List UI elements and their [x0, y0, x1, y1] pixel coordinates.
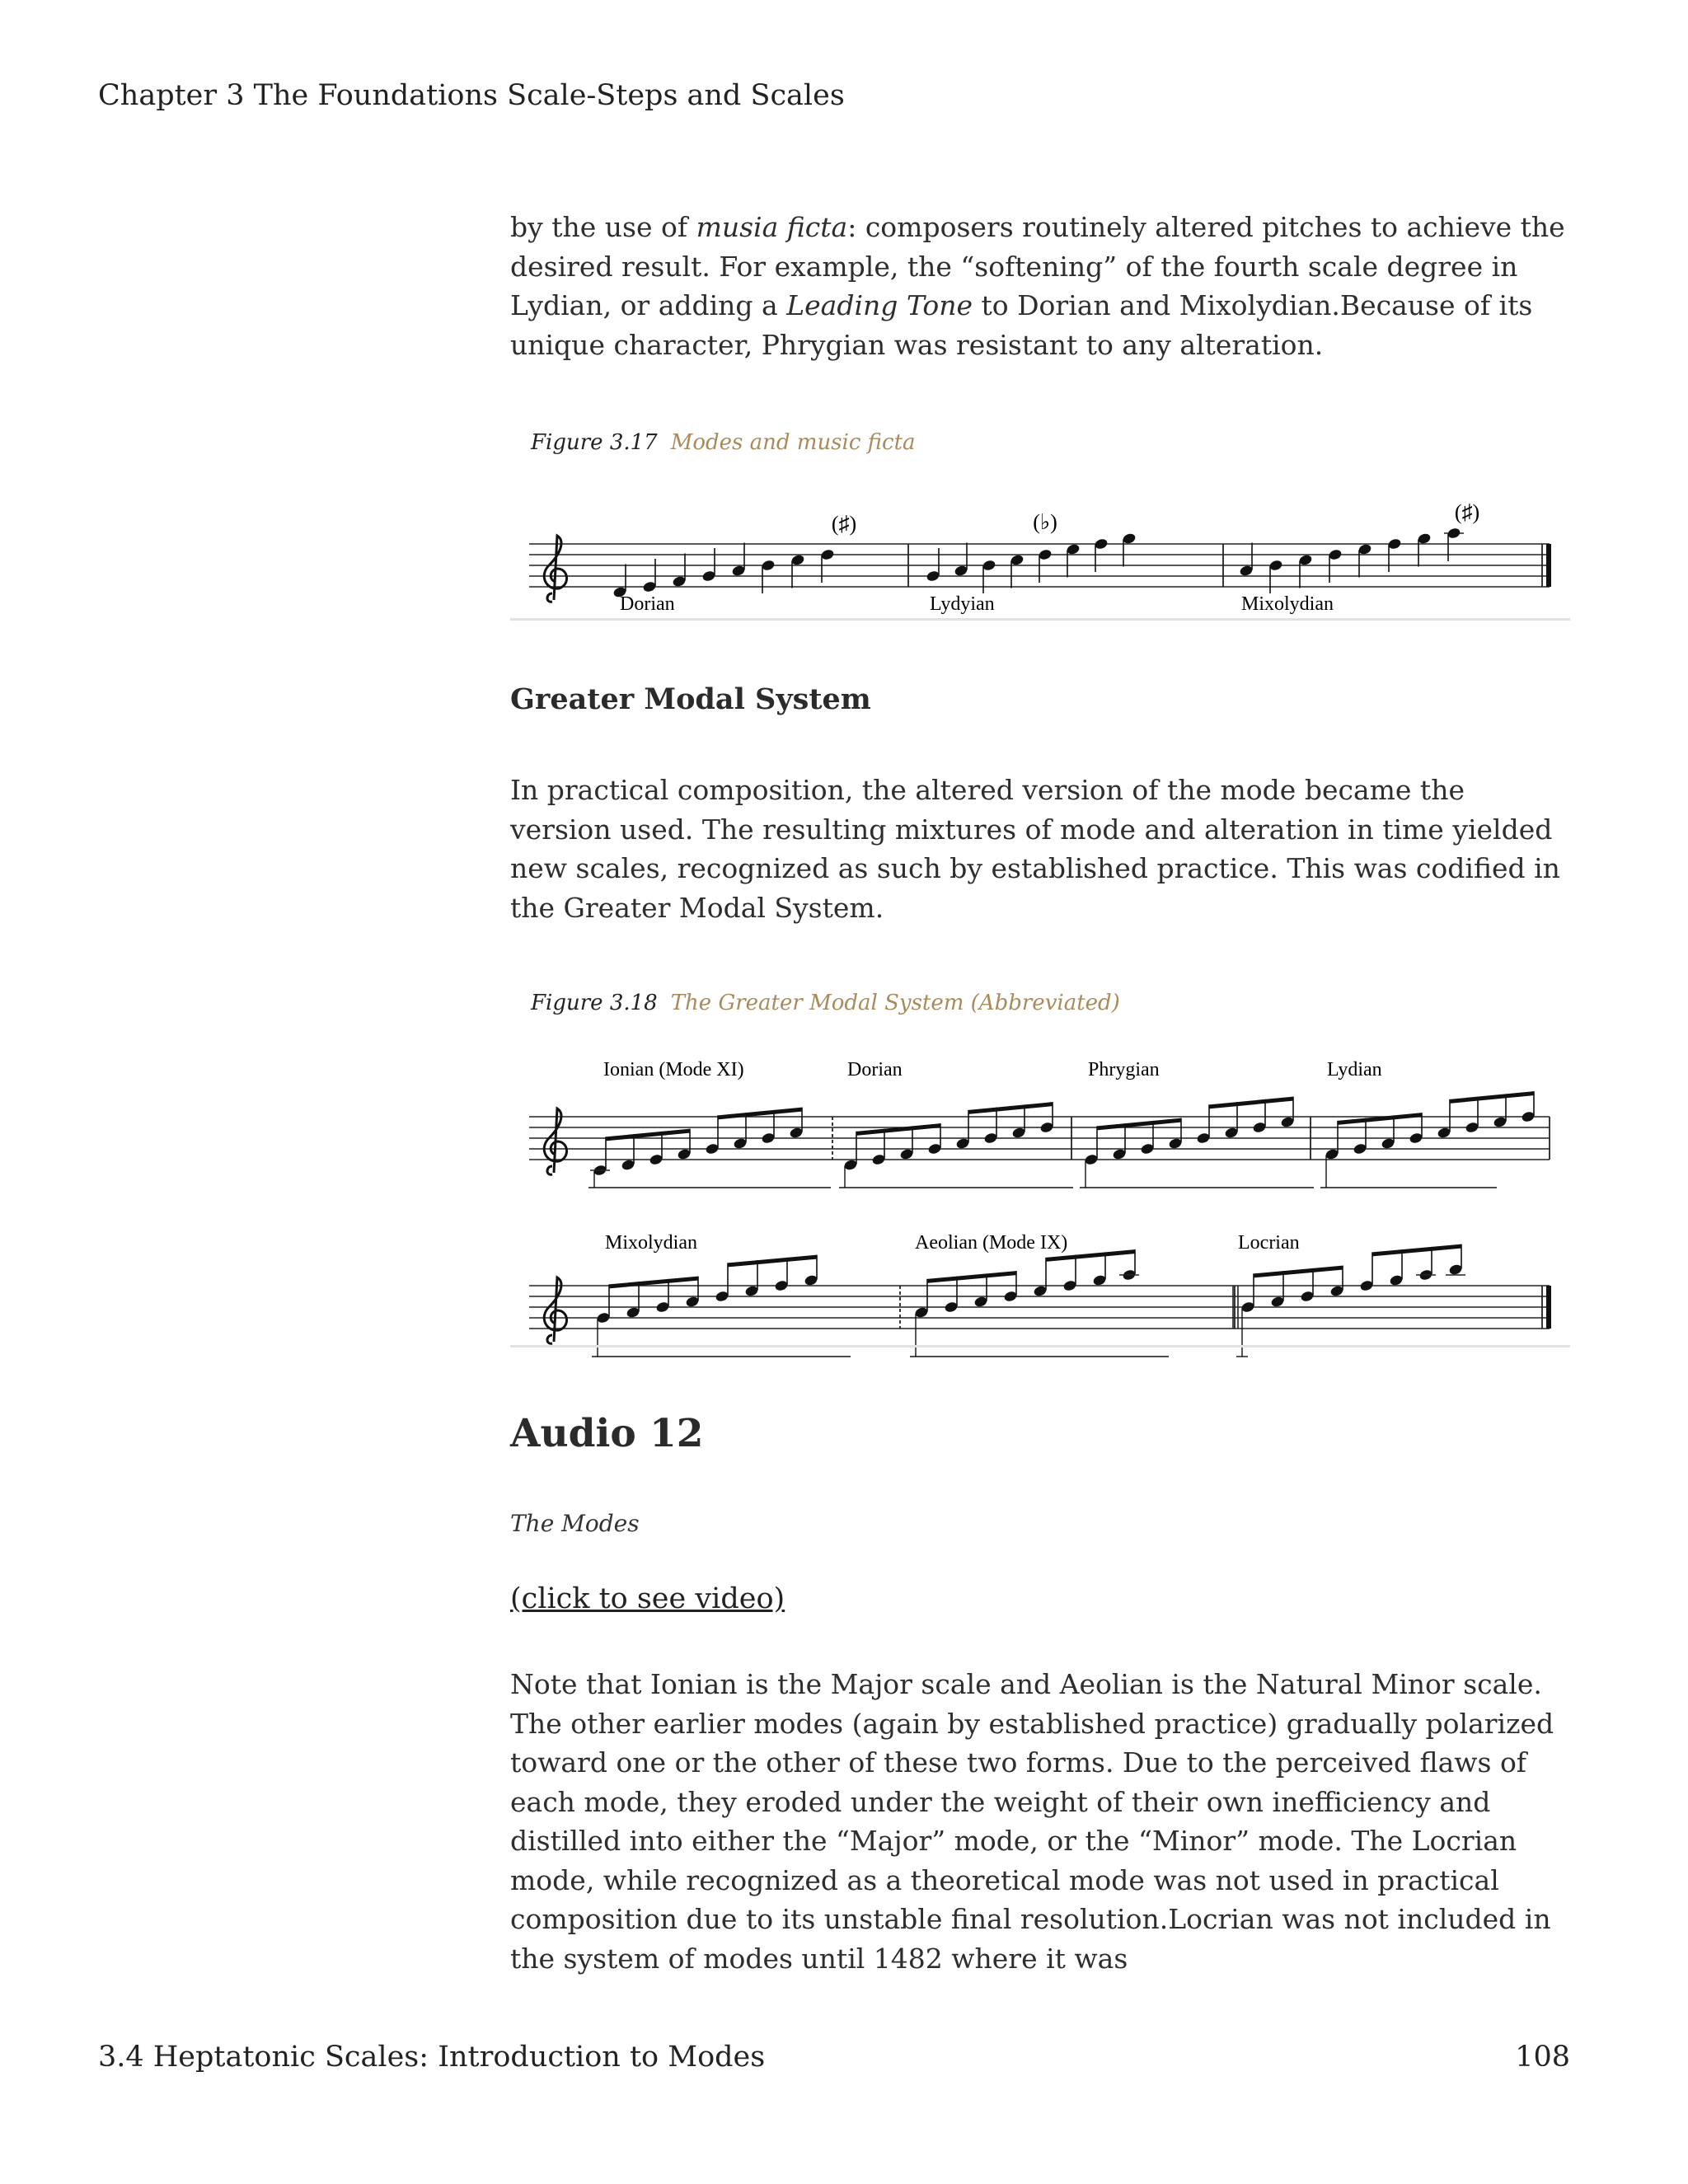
ficta-flat-lydian: (♭): [1033, 510, 1057, 534]
page-number: 108: [1515, 2041, 1570, 2074]
beam: [609, 1277, 698, 1289]
treble-clef-icon: [544, 1277, 566, 1343]
figure-3-18-caption: [531, 991, 1120, 1015]
paragraph-ionian-aeolian: Note that Ionian is the Major scale and Aeolian is the Natural Minor scale. The other earlier modes (again by established practice) gradually polarized toward one or the other of these two forms. Due to the perceived flaws of each mode, they eroded under the weight of their own inefficiency and distilled into either the “Major” mode, or the “Minor” mode. The Locrian mode, while recognized as a theoretical mode was not used in practical composition due to its unstable final resolution.Locrian was not included in the system of modes until 1482 where it was: [510, 1668, 1554, 1975]
final-bar: [1546, 544, 1551, 587]
beam: [606, 1129, 690, 1141]
beam: [927, 1271, 1016, 1283]
beam: [856, 1123, 940, 1136]
mode-label-dorian: Dorian: [620, 593, 675, 615]
clef-stroke: [544, 1277, 566, 1343]
mode-label-ionian: Ionian (Mode XI): [603, 1059, 744, 1080]
video-link[interactable]: (click to see video): [510, 1582, 785, 1615]
figure-3-18-score: [528, 1051, 1574, 1347]
beam: [1097, 1118, 1181, 1131]
italic-term: musia ficta: [696, 211, 848, 243]
figure-3-17-caption: [531, 430, 916, 455]
paragraph-text-run: by the use of: [510, 211, 696, 243]
paragraph-musica-ficta: [510, 208, 1573, 364]
treble-clef-icon: [544, 1108, 566, 1174]
mode-label-mixolydian: Mixolydian: [605, 1232, 697, 1254]
mode-label-aeolian: Aeolian (Mode IX): [915, 1232, 1068, 1254]
beam: [1209, 1097, 1293, 1109]
section-heading: Greater Modal System: [510, 682, 871, 716]
figure-3-17-score: [528, 494, 1574, 618]
figure-title: The Greater Modal System (Abbreviated): [670, 991, 1120, 1015]
paragraph-greater-modal: In practical composition, the altered version of the mode became the version used. The resulting mixtures of mode and alteration in time yielded new scales, recognized as such by established practice. This was codified in the Greater Modal System.: [510, 774, 1560, 924]
beam: [1338, 1113, 1422, 1125]
beam: [1450, 1091, 1534, 1104]
beam: [728, 1255, 817, 1268]
clef-stroke: [544, 536, 566, 602]
italic-term: Leading Tone: [786, 289, 973, 321]
mode-label-mixolydian: Mixolydian: [1241, 593, 1334, 615]
figure-number: Figure 3.18: [531, 991, 658, 1015]
clef-stroke: [544, 1108, 566, 1174]
beam: [968, 1102, 1053, 1114]
footer-section-title: 3.4 Heptatonic Scales: Introduction to Modes: [98, 2041, 766, 2074]
paragraph-text-run: to Dorian and Mixolydian.Because of its unique character, Phrygian was resistant to any alteration.: [510, 289, 1533, 361]
audio-caption: The Modes: [510, 1510, 640, 1537]
figure-divider: [510, 618, 1570, 621]
treble-clef-icon: [544, 536, 566, 602]
figure-number: Figure 3.17: [531, 430, 658, 455]
paragraph-text-run: : composers routinely altered pitches to achieve the desired result. For example, the “softening” of the fourth scale degree in Lydian, or adding a: [510, 211, 1565, 321]
figure-divider: [510, 1345, 1570, 1347]
audio-heading: Audio 12: [510, 1411, 704, 1456]
mode-label-lydian: Lydian: [1327, 1059, 1382, 1080]
beam: [1372, 1244, 1461, 1257]
beam: [1254, 1266, 1343, 1278]
mode-label-lydyian: Lydyian: [930, 593, 995, 615]
mode-label-dorian: Dorian: [847, 1059, 903, 1080]
ficta-sharp-dorian: (♯): [831, 512, 857, 536]
running-head: Chapter 3 The Foundations Scale-Steps and Scales: [98, 79, 845, 112]
mode-label-phrygian: Phrygian: [1088, 1059, 1160, 1080]
final-bar: [1546, 1286, 1551, 1329]
beam: [718, 1108, 802, 1120]
ficta-sharp-mixolydian: (♯): [1454, 500, 1480, 524]
mode-label-locrian: Locrian: [1238, 1232, 1300, 1254]
figure-title: Modes and music ficta: [670, 430, 916, 455]
